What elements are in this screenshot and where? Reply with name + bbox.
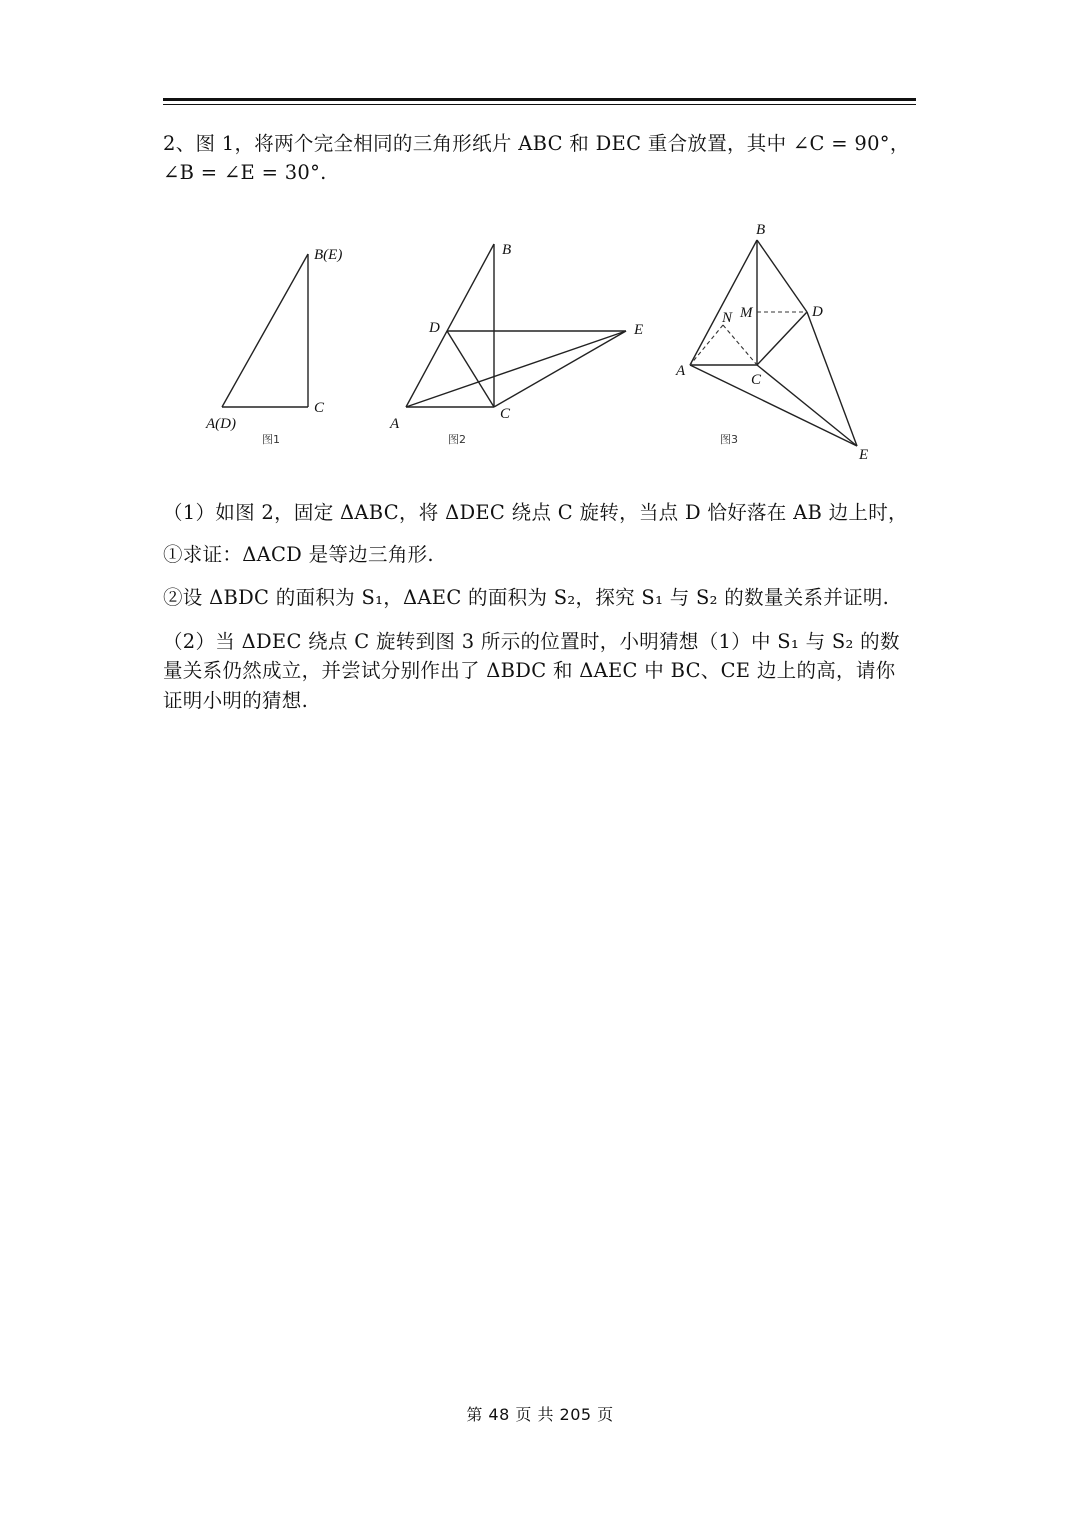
fig3-label-D: D [812, 304, 823, 320]
part2-line-1 [163, 627, 918, 657]
part1-intro-text: （1）如图 2，固定 ΔABC，将 ΔDEC 绕点 C 旋转，当点 D 恰好落在 AB 边上时， [163, 501, 908, 524]
page-number-footer: 第 48 页 共 205 页 [466, 1405, 614, 1424]
fig1-label-bottom-left: A(D) [206, 416, 236, 432]
part1-item2-text: ②设 ΔBDC 的面积为 S₁，ΔAEC 的面积为 S₂，探究 S₁ 与 S₂ 的数量关系并证明. [163, 586, 890, 609]
fig2-label-A: A [390, 416, 400, 432]
fig2-label-D: D [429, 320, 440, 336]
fig3-segment-NC [723, 325, 757, 365]
figure-3 [690, 240, 857, 446]
fig2-label-E: E [634, 322, 644, 338]
fig3-label-N: N [722, 310, 733, 326]
fig2-label-B: B [502, 242, 512, 258]
question-line-1 [163, 129, 918, 159]
fig3-side-DC [757, 312, 807, 365]
geometry-figures [180, 210, 900, 470]
fig1-hypotenuse [222, 254, 308, 407]
fig2-segment-AE [406, 331, 626, 407]
part2-text: 量关系仍然成立，并尝试分别作出了 ΔBDC 和 ΔAEC 中 BC、CE 边上的高，请你 [163, 659, 896, 682]
fig2-caption: 图2 [448, 433, 466, 446]
part1-intro-line [163, 498, 918, 528]
fig2-side-AB [406, 244, 494, 407]
part1-item1-text: ①求证：ΔACD 是等边三角形. [163, 543, 434, 566]
fig3-label-E: E [859, 447, 869, 463]
header-rule-thick [163, 98, 916, 101]
fig3-label-A: A [676, 363, 686, 379]
fig1-label-top: B(E) [314, 247, 343, 263]
fig3-side-BD [757, 240, 807, 312]
header-rule-thin [163, 104, 916, 105]
part2-text: （2）当 ΔDEC 绕点 C 旋转到图 3 所示的位置时，小明猜想（1）中 S₁ 与 S₂ 的数 [163, 630, 900, 653]
fig3-label-M: M [740, 305, 753, 321]
figure-group [180, 210, 900, 470]
fig3-side-AB [690, 240, 757, 365]
fig3-height-AN [690, 325, 723, 365]
part1-item1-line [163, 540, 918, 570]
fig3-label-B: B [756, 222, 766, 238]
question-text: 2、图 1，将两个完全相同的三角形纸片 ABC 和 DEC 重合放置，其中 ∠C = 90°， [163, 132, 910, 155]
part2-text: 证明小明的猜想. [163, 689, 309, 712]
fig2-label-C: C [500, 406, 511, 422]
fig3-caption: 图3 [720, 433, 738, 446]
question-text: ∠B = ∠E = 30°. [163, 161, 327, 184]
fig2-side-DC [447, 331, 494, 407]
part2-line-3 [163, 686, 918, 716]
part2-line-2 [163, 656, 918, 686]
part1-item2-line [163, 583, 918, 613]
fig1-label-bottom-right: C [314, 400, 325, 416]
fig2-side-EC [494, 331, 626, 407]
figure-1 [222, 254, 308, 407]
fig3-label-C: C [751, 372, 762, 388]
fig1-caption: 图1 [262, 433, 280, 446]
question-line-2 [163, 158, 918, 188]
